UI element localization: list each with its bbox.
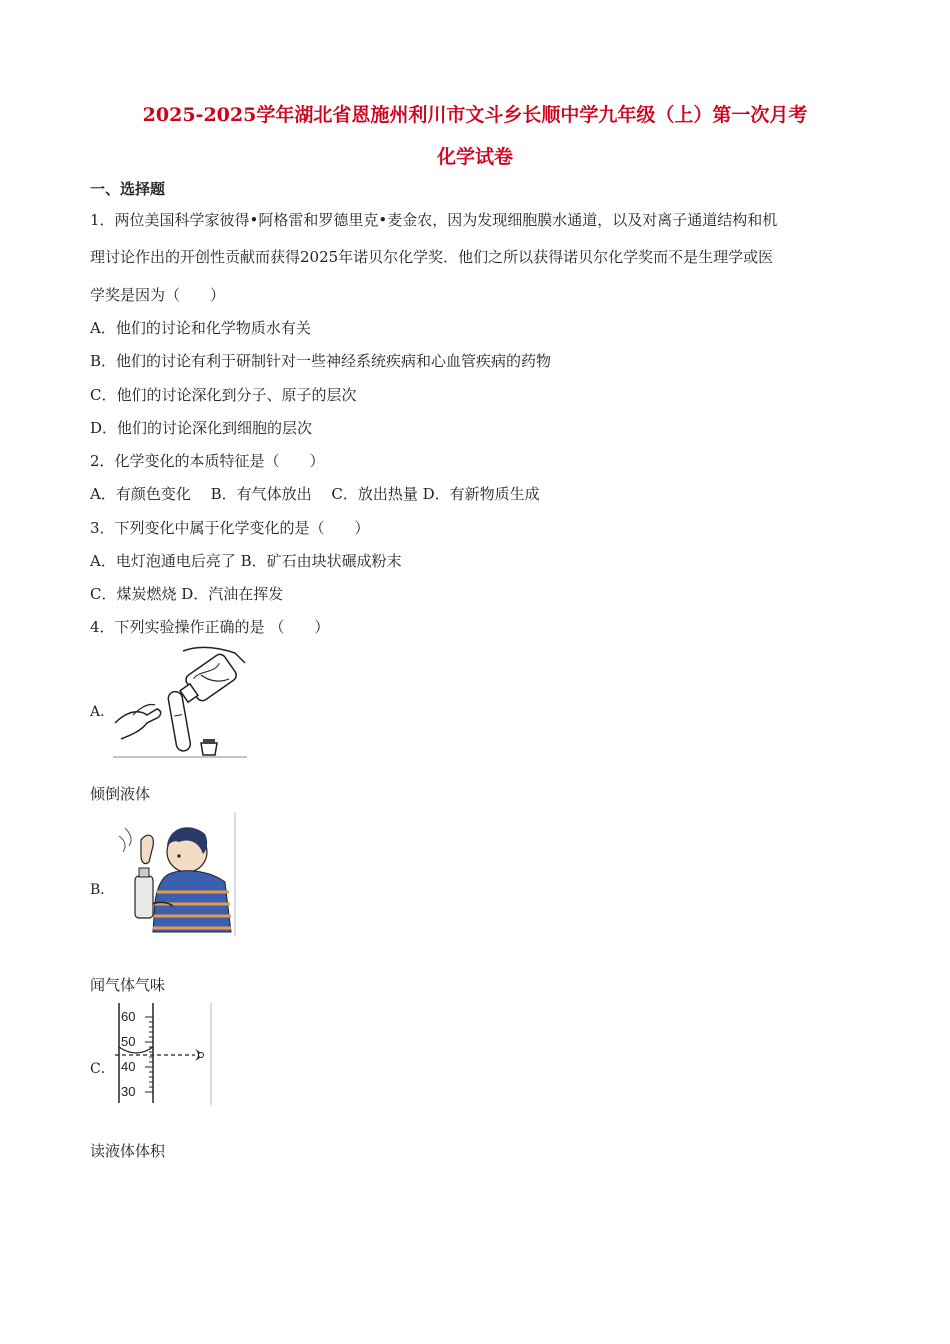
exam-title-line2: 化学试卷 [436, 146, 513, 168]
section-heading: 一、选择题 [90, 180, 166, 198]
tick-label-30: 30 [121, 1084, 136, 1099]
exam-title-line1: 2025-2025学年湖北省恩施州利川市文斗乡长顺中学九年级（上）第一次月考 [142, 104, 808, 126]
pour-liquid-illustration [113, 645, 247, 759]
q4-stem: 4．下列实验操作正确的是 （ ） [90, 618, 330, 636]
q1-stem-line2: 理讨论作出的开创性贡献而获得2025年诺贝尔化学奖．他们之所以获得诺贝尔化学奖而不是生理学或医 [90, 248, 774, 266]
q4-option-a-letter: A． [90, 704, 115, 720]
q2-stem: 2．化学变化的本质特征是（ ） [90, 452, 325, 470]
tick-label-60: 60 [121, 1009, 136, 1024]
q3-options-ab: A．电灯泡通电后亮了 B．矿石由块状碾成粉末 [90, 552, 402, 570]
q3-stem: 3．下列变化中属于化学变化的是（ ） [90, 519, 370, 537]
q4-option-c-caption: 读液体体积 [90, 1142, 166, 1160]
q4-option-b-letter: B． [90, 882, 115, 898]
q1-option-c: C．他们的讨论深化到分子、原子的层次 [90, 386, 357, 404]
q1-option-a: A．他们的讨论和化学物质水有关 [90, 319, 311, 337]
tick-label-50: 50 [121, 1034, 136, 1049]
read-cylinder-illustration [113, 1003, 215, 1105]
tick-label-40: 40 [121, 1059, 136, 1074]
q4-option-c-letter: C． [90, 1061, 115, 1077]
q4-option-a-caption: 倾倒液体 [90, 785, 151, 803]
q4-option-b-caption: 闻气体气味 [90, 976, 166, 994]
q1-option-b: B．他们的讨论有利于研制针对一些神经系统疾病和心血管疾病的药物 [90, 352, 552, 370]
q3-options-cd: C．煤炭燃烧 D．汽油在挥发 [90, 585, 284, 603]
smell-gas-illustration [113, 812, 239, 936]
q1-stem-line1: 1．两位美国科学家彼得•阿格雷和罗德里克•麦金农，因为发现细胞膜水通道，以及对离子通道结构和机 [90, 211, 778, 229]
q1-option-d: D．他们的讨论深化到细胞的层次 [90, 419, 313, 437]
q1-stem-line3: 学奖是因为（ ） [90, 286, 226, 304]
q2-options: A．有颜色变化 B．有气体放出 C．放出热量 D．有新物质生成 [90, 485, 540, 503]
